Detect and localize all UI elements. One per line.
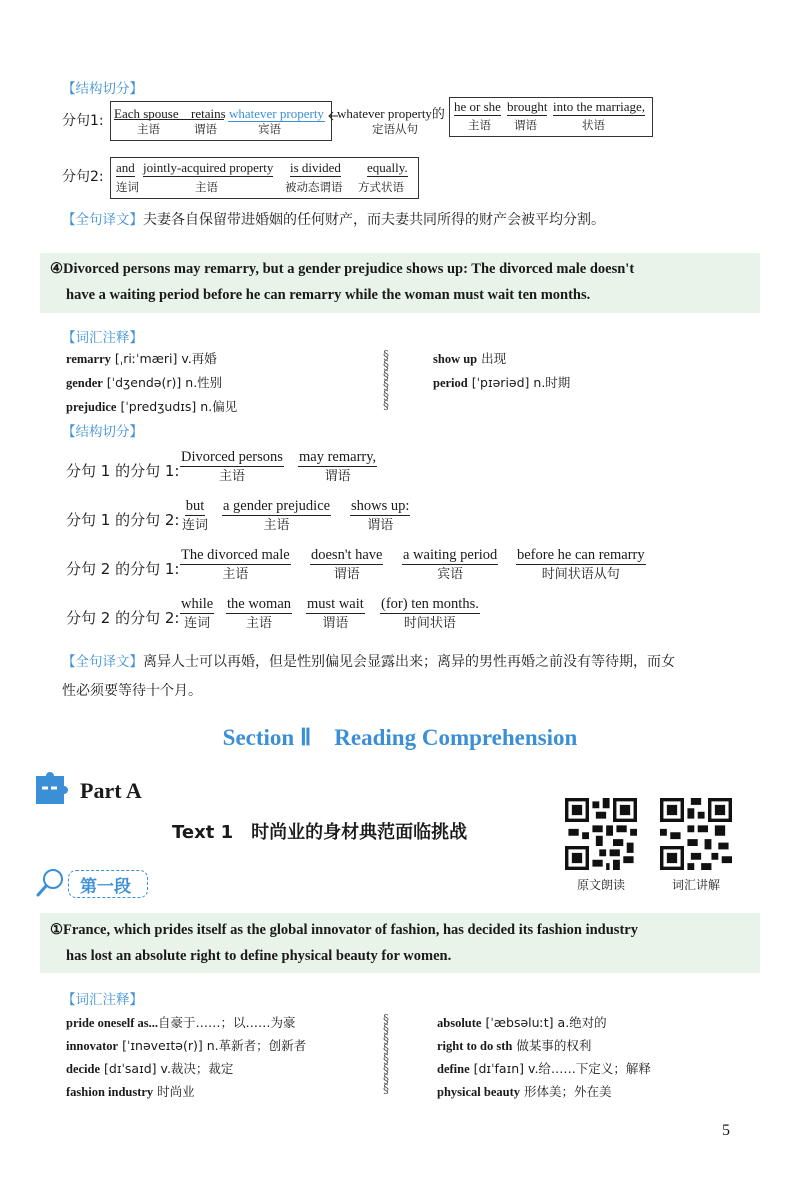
role-label: 定语从句: [372, 122, 418, 136]
translation-tag: 【全句译文】: [62, 654, 143, 670]
clause-label: 分句 1 的分句 1:: [66, 462, 180, 480]
verb-segment: must wait 谓语: [307, 596, 364, 631]
qr-caption: 原文朗读: [576, 878, 625, 892]
verb-segment: brought: [507, 99, 548, 114]
verb-segment: shows up: 谓语: [351, 498, 410, 533]
sentence-line: has lost an absolute right to define physical beauty for women.: [66, 948, 452, 964]
qr-code-icon[interactable]: [565, 798, 637, 870]
adverbial-clause-segment: before he can remarry 时间状语从句: [517, 547, 645, 582]
full-translation-cont: 性必须要等待十个月。: [62, 683, 202, 699]
role-label: 宾语: [258, 122, 281, 136]
part-title: Part A: [80, 778, 142, 803]
subject-segment: Divorced persons 主语: [181, 449, 283, 484]
subject-segment: The divorced male 主语: [181, 547, 290, 582]
clause-label: 分句 2 的分句 1:: [66, 560, 180, 578]
role-label: 被动态谓语: [285, 180, 343, 194]
puzzle-icon: [32, 768, 74, 808]
translation-tag: 【全句译文】: [62, 212, 143, 228]
role-label: 谓语: [194, 122, 217, 136]
verb-segment: retains: [191, 106, 226, 121]
object-segment: a waiting period 宾语: [403, 547, 498, 582]
sentence-line: have a waiting period before he can remarry while the woman must wait ten months.: [66, 287, 591, 303]
role-label: 主语: [468, 118, 491, 132]
subject-segment: jointly-acquired property: [143, 160, 274, 175]
role-label: 状语: [582, 118, 605, 132]
vocab-entry: pride oneself as...自豪于……；以……为豪: [66, 1015, 296, 1030]
text-title: Text 1 时尚业的身材典范面临挑战: [172, 822, 468, 843]
verb-segment: doesn't have 谓语: [311, 547, 383, 582]
vocab-entry: period [ˈpɪəriəd] n.时期: [433, 375, 571, 390]
divider-wave: § § § § § §: [383, 348, 389, 412]
clause-label: 分句 1 的分句 2:: [66, 511, 180, 529]
full-translation: 【全句译文】离异人士可以再婚，但是性别偏见会显露出来；离异的男性再婚之前没有等待期，而女: [62, 654, 675, 670]
role-label: 连词: [116, 180, 139, 194]
vocab-entry: right to do sth 做某事的权利: [437, 1038, 592, 1053]
qr-code-icon[interactable]: [660, 798, 732, 870]
conjunction-segment: and: [116, 160, 135, 175]
vocab-entry: physical beauty 形体美；外在美: [437, 1084, 612, 1099]
role-label: 主语: [137, 122, 160, 136]
conjunction-segment: while 连词: [181, 596, 214, 631]
conjunction-segment: but 连词: [182, 498, 209, 533]
attributive-text: whatever property的: [337, 106, 445, 121]
subject-segment: Each spouse: [114, 106, 179, 121]
structure-tag: 【结构切分】: [62, 424, 143, 440]
object-segment: whatever property: [229, 106, 324, 121]
page-number: 5: [722, 1122, 730, 1139]
subject-segment: a gender prejudice 主语: [223, 498, 331, 533]
vocab-entry: remarry [ˌriːˈmæri] v.再婚: [66, 351, 217, 366]
adverbial-segment: into the marriage,: [553, 99, 646, 114]
adverbial-segment: (for) ten months. 时间状语: [381, 596, 479, 631]
vocab-tag: 【词汇注释】: [62, 330, 143, 346]
vocab-entry: decide [dɪˈsaɪd] v.裁决；裁定: [66, 1061, 234, 1076]
vocab-entry: define [dɪˈfaɪn] v.给……下定义；解释: [437, 1061, 651, 1076]
role-label: 谓语: [514, 118, 537, 132]
magnifier-icon: [35, 866, 69, 900]
section-title: Section Ⅱ Reading Comprehension: [222, 725, 578, 750]
paragraph-title: 第一段: [80, 877, 131, 897]
vocab-entry: show up 出现: [433, 351, 507, 366]
clause-label: 分句 2 的分句 2:: [66, 609, 180, 627]
subject-segment: the woman 主语: [227, 596, 292, 631]
vocab-entry: absolute [ˈæbsəluːt] a.绝对的: [437, 1015, 607, 1030]
vocab-tag: 【词汇注释】: [62, 992, 143, 1008]
adverbial-segment: equally.: [367, 160, 408, 175]
vocab-entry: innovator [ˈɪnəveɪtə(r)] n.革新者；创新者: [66, 1038, 307, 1053]
subject-segment: he or she: [454, 99, 501, 114]
qr-caption: 词汇讲解: [671, 878, 720, 892]
role-label: 主语: [195, 180, 218, 194]
verb-segment: may remarry, 谓语: [299, 449, 377, 484]
clause-label: 分句2:: [62, 169, 104, 185]
sentence-line: ①France, which prides itself as the global innovator of fashion, has decided its fashion industry: [50, 922, 638, 938]
clause-label: 分句1:: [62, 113, 104, 129]
vocab-entry: gender [ˈdʒendə(r)] n.性别: [66, 375, 223, 390]
verb-segment: is divided: [290, 160, 341, 175]
divider-wave: § § § § § § § §: [383, 1012, 389, 1096]
structure-tag: 【结构切分】: [62, 81, 143, 97]
vocab-entry: prejudice [ˈpredʒudɪs] n.偏见: [66, 399, 238, 414]
sentence-line: ④Divorced persons may remarry, but a gender prejudice shows up: The divorced male doesn't: [50, 261, 635, 277]
vocab-entry: fashion industry 时尚业: [66, 1084, 195, 1099]
full-translation: 【全句译文】夫妻各自保留带进婚姻的任何财产，而夫妻共同所得的财产会被平均分割。: [62, 212, 605, 228]
role-label: 方式状语: [358, 180, 404, 194]
